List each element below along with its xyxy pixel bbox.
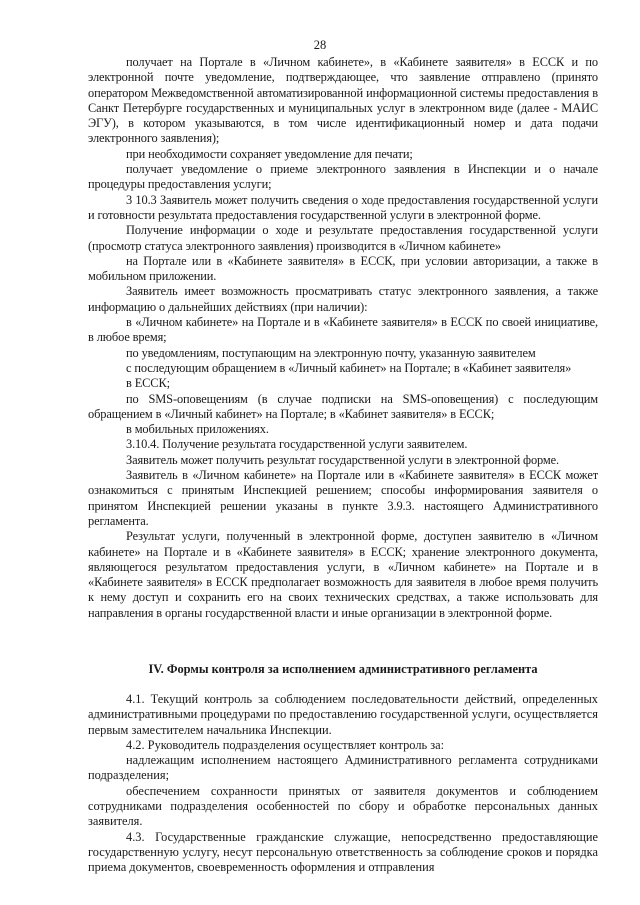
paragraph: надлежащим исполнением настоящего Административного регламента сотрудниками подразделения; bbox=[88, 753, 598, 783]
paragraph: по уведомлениям, поступающим на электронную почту, указанную заявителем bbox=[126, 345, 536, 360]
paragraph: 3.10.4. Получение результата государственной услуги заявителем. bbox=[126, 437, 468, 452]
paragraph: по SMS-оповещениям (в случае подписки на SMS-оповещения) с последующим обращением в «Личный кабинет» на Портале; в «Кабинет заявителя» в ЕССК; bbox=[88, 391, 598, 421]
paragraph: в ЕССК; bbox=[126, 376, 170, 391]
paragraph: с последующим обращением в «Личный кабинет» на Портале; в «Кабинет заявителя» bbox=[126, 360, 572, 375]
paragraph: в мобильных приложениях. bbox=[126, 422, 269, 437]
paragraph: на Портале или в «Кабинете заявителя» в ЕССК, при условии авторизации, а также в мобильном приложении. bbox=[88, 253, 598, 284]
paragraph: при необходимости сохраняет уведомление для печати; bbox=[126, 146, 413, 161]
section-3-text bbox=[88, 55, 598, 621]
paragraph: Заявитель имеет возможность просматривать статус электронного заявления, а также информацию о дальнейших действиях (при наличии): bbox=[88, 284, 598, 314]
paragraph: получает на Портале в «Личном кабинете», в «Кабинете заявителя» в ЕССК и по электронной почте уведомление, подтверждающее, что заявление отправлено (принято оператором Межведомственной автоматизированной информационной системы предоставления в Санкт Петербурге государственных и муниципальных услуг в электронном виде (далее - МАИС ЭГУ), в котором указываются, в том числе идентификационный номер и дата подачи электронного заявления); bbox=[88, 55, 598, 146]
paragraph: в «Личном кабинете» на Портале и в «Кабинете заявителя» в ЕССК по своей инициативе, в любое время; bbox=[88, 315, 598, 345]
paragraph: обеспечением сохранности принятых от заявителя документов и соблюдением сотрудниками подразделения особенностей по сбору и обработке персональных данных заявителя. bbox=[88, 783, 598, 829]
paragraph: Заявитель может получить результат государственной услуги в электронной форме. bbox=[126, 452, 560, 467]
paragraph: 4.1. Текущий контроль за соблюдением последовательности действий, определенных административными процедурами по предоставлению государственной услуги, осуществляется первым заместителем начальника Инспекции. bbox=[88, 692, 598, 737]
section-4-text bbox=[88, 692, 598, 876]
paragraph: 4.3. Государственные гражданские служащие, непосредственно предоставляющие государственную услугу, несут персональную ответственность за соблюдение сроков и порядка приема документов, своевременность оформления и отправления bbox=[88, 829, 598, 875]
paragraph: 3 10.3 Заявитель может получить сведения о ходе предоставления государственной услуги и готовности результата предоставления государственной услуги в электронной форме. bbox=[88, 192, 598, 222]
paragraph: Результат услуги, полученный в электронной форме, доступен заявителю в «Личном кабинете» на Портале и в «Кабинете заявителя» в ЕССК; хранение электронного документа, являющегося результатом предоставления услуги, в «Личном кабинете» на Портале и в «Кабинете заявителя» в ЕССК предполагает возможность для заявителя в любое время получить к нему доступ и сохранить его на своих технических средствах, а также использовать для направления в органы государственной власти и иные организации в электронной форме. bbox=[88, 529, 598, 620]
section-title: IV. Формы контроля за исполнением административного регламента bbox=[148, 662, 538, 676]
paragraph: получает уведомление о приеме электронного заявления в Инспекции и о начале процедуры предоставления услуги; bbox=[88, 162, 598, 192]
paragraph: Получение информации о ходе и результате предоставления государственной услуги (просмотр статуса электронного заявления) производится в «Личном кабинете» bbox=[88, 223, 598, 253]
paragraph: Заявитель в «Личном кабинете» на Портале или в «Кабинете заявителя» в ЕССК может ознакомиться с принятым Инспекцией решением; способы информирования заявителя о принятом Инспекцией решении указаны в пункте 3.9.3. настоящего Административного регламента. bbox=[88, 468, 598, 528]
page-number: 28 bbox=[313, 38, 327, 52]
paragraph: 4.2. Руководитель подразделения осуществляет контроль за: bbox=[126, 737, 445, 752]
